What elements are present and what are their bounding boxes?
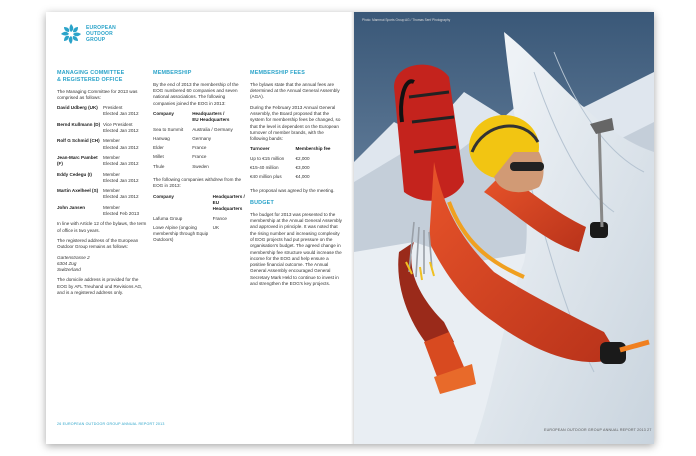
hq-cell: France	[212, 215, 227, 221]
logo-wordmark	[86, 25, 116, 43]
committee-member	[57, 138, 147, 151]
table-row	[250, 165, 342, 174]
member-role	[103, 172, 147, 185]
member-name: Martin Axelheel (S)	[57, 188, 99, 194]
turnover-cell: €15-40 million	[250, 165, 279, 171]
ice-climber-photo	[354, 12, 654, 444]
company-cell: Lowe Alpine (ongoing membership through Equip Outdoors)	[153, 224, 209, 243]
bylaws-paragraph: In line with Article 12 of the bylaws, the term of office is two years.	[57, 221, 147, 233]
hq-cell: Australia / Germany	[192, 126, 233, 132]
budget-heading: BUDGET	[250, 199, 274, 206]
company-header: Company	[153, 110, 174, 116]
joined-companies-table	[153, 111, 245, 173]
fee-cell: €2,000	[295, 155, 310, 161]
fee-cell: €4,000	[295, 174, 310, 180]
member-role	[103, 205, 147, 218]
member-name: Jean-Marc Pambet (F)	[57, 154, 98, 167]
committee-member	[57, 172, 147, 185]
member-role-title: Member	[103, 154, 120, 160]
turnover-cell: €40 million plus	[250, 174, 282, 180]
member-role	[103, 105, 147, 118]
member-elected: Elected Jan 2012	[103, 128, 139, 134]
logo-line-1: EUROPEAN	[86, 25, 116, 31]
company-cell: Sea to Summit	[153, 126, 184, 132]
domicile-paragraph: The domicile address is provided for the EOG by AFL Treuhand und Revisions AG, and is a registered address only.	[57, 277, 143, 296]
hq-cell: France	[192, 145, 207, 151]
member-name: Eddy Cedegu (I)	[57, 171, 92, 177]
member-role-title: Member	[103, 138, 120, 144]
logo-line-2: OUTDOOR	[86, 31, 113, 37]
turnover-cell: Up to €15 million	[250, 155, 285, 161]
table-header-row	[153, 111, 245, 127]
committee-member	[57, 122, 147, 135]
logo-line-3: GROUP	[86, 37, 106, 43]
table-row	[153, 216, 245, 225]
registered-address	[57, 255, 147, 274]
member-role	[103, 188, 147, 201]
table-header-row	[153, 194, 245, 216]
left-page	[46, 12, 354, 444]
member-elected: Elected Jan 2012	[103, 144, 139, 150]
member-name: David Udberg (UK)	[57, 105, 98, 111]
address-intro: The registered address of the European Outdoor Group remains as follows:	[57, 237, 139, 250]
address-line: Switzerland	[57, 267, 81, 273]
membership-fees-column	[250, 70, 342, 291]
member-role	[103, 155, 147, 168]
fee-cell: €3,000	[295, 165, 310, 171]
member-name: Bernd Kullmann (D)	[57, 121, 101, 127]
membership-column	[153, 70, 245, 251]
company-cell: Lafuma Group	[153, 215, 183, 221]
fees-paragraph-3: The proposal was agreed by the meeting.	[250, 187, 335, 193]
table-row	[250, 174, 342, 183]
member-elected: Elected Jan 2012	[103, 111, 139, 117]
company-cell: Thule	[153, 163, 165, 169]
membership-heading: MEMBERSHIP	[153, 70, 192, 76]
table-row	[153, 225, 245, 247]
fee-bands-table	[250, 146, 342, 183]
heading-line-1: MANAGING COMMITTEE	[57, 70, 125, 76]
table-row	[153, 154, 245, 163]
member-elected: Elected Feb 2013	[103, 211, 140, 217]
table-header-row	[250, 146, 342, 155]
member-role-title: Member	[103, 188, 120, 194]
member-role	[103, 138, 147, 151]
hq-header-line-2: EU Headquarters	[192, 117, 230, 123]
member-role	[103, 122, 147, 135]
member-role-title: Member	[103, 171, 120, 177]
company-cell: Elder	[153, 145, 164, 151]
committee-member	[57, 205, 147, 218]
address-line: 6304 Zug	[57, 260, 77, 266]
hq-header-line-2: EU Headquarters	[212, 199, 243, 212]
fees-paragraph-1: The bylaws state that the annual fees are determined at the Annual General Assembly (AGA).	[250, 81, 340, 100]
table-row	[250, 156, 342, 165]
hq-cell: Germany	[192, 135, 212, 141]
page-footer-right: EUROPEAN OUTDOOR GROUP ANNUAL REPORT 2013 27	[544, 428, 652, 432]
managing-committee-heading	[57, 70, 147, 84]
fee-header: Membership fee	[295, 146, 331, 152]
hq-header-line-1: Headquarters /	[192, 110, 225, 116]
company-cell: Hanwag	[153, 135, 170, 141]
page-footer-left: 26 EUROPEAN OUTDOOR GROUP ANNUAL REPORT 2013	[57, 422, 165, 426]
hq-cell: Sweden	[192, 163, 209, 169]
managing-committee-column	[57, 70, 147, 300]
committee-intro: The Managing Committee for 2013 was comprised as follows:	[57, 88, 138, 100]
company-cell: Millet	[153, 154, 164, 160]
budget-paragraph: The budget for 2013 was presented to the membership at the Annual General Assembly and approved in principle. It was noted that the rising number and increasing complexity of EOG projects had put pressure on the organisation's budget. The agreed change in membership fee structure would increase the income for the EOG and help ensure a positive financial outcome. The Annual General Assembly encouraged General Secretary Mark Held to continue to invest in and strengthen the EOG's key projects.	[250, 211, 342, 287]
report-spread	[46, 12, 654, 444]
company-header: Company	[153, 193, 174, 199]
member-elected: Elected Jan 2012	[103, 161, 139, 167]
right-page	[354, 12, 654, 444]
member-name: John Jansen	[57, 204, 86, 210]
hq-cell: France	[192, 154, 207, 160]
eog-logo-icon	[59, 22, 83, 46]
committee-member	[57, 155, 147, 168]
table-row	[153, 127, 245, 136]
address-line: Gartenstrasse 2	[57, 254, 90, 260]
member-role-title: Vice President	[103, 121, 133, 127]
heading-line-2: & REGISTERED OFFICE	[57, 76, 123, 83]
photo-credit: Photo: Mammut Sports Group AG / Thomas Senf Photography	[362, 18, 451, 22]
withdrew-intro: The following companies withdrew from the EOG in 2013:	[153, 177, 242, 189]
table-row	[153, 136, 245, 145]
hq-header	[213, 194, 245, 216]
member-elected: Elected Jan 2012	[103, 194, 139, 200]
hq-header-line-1: Headquarters /	[212, 193, 245, 199]
member-name: Rolf G Schmid (CH)	[57, 138, 100, 144]
member-role-title: President	[103, 105, 123, 111]
membership-fees-heading: MEMBERSHIP FEES	[250, 70, 306, 76]
membership-intro: By the end of 2013 the membership of the EOG numbered 60 companies and seven national associations. The following companies joined the EOG in 2013:	[153, 81, 239, 106]
member-elected: Elected Jan 2012	[103, 177, 139, 183]
hq-header	[192, 111, 245, 127]
committee-member	[57, 188, 147, 201]
withdrawn-companies-table	[153, 194, 245, 247]
fees-paragraph-2: During the February 2013 Annual General Assembly, the Board proposed that the system for membership fees be changed, so that the level is dependent on the European turnover of member brands, with the following bands:	[250, 104, 341, 142]
table-row	[153, 164, 245, 173]
committee-member	[57, 105, 147, 118]
hq-cell: UK	[212, 224, 220, 230]
table-row	[153, 145, 245, 154]
eog-logo	[59, 22, 139, 48]
member-role-title: Member	[103, 204, 120, 210]
turnover-header: Turnover	[250, 146, 270, 152]
